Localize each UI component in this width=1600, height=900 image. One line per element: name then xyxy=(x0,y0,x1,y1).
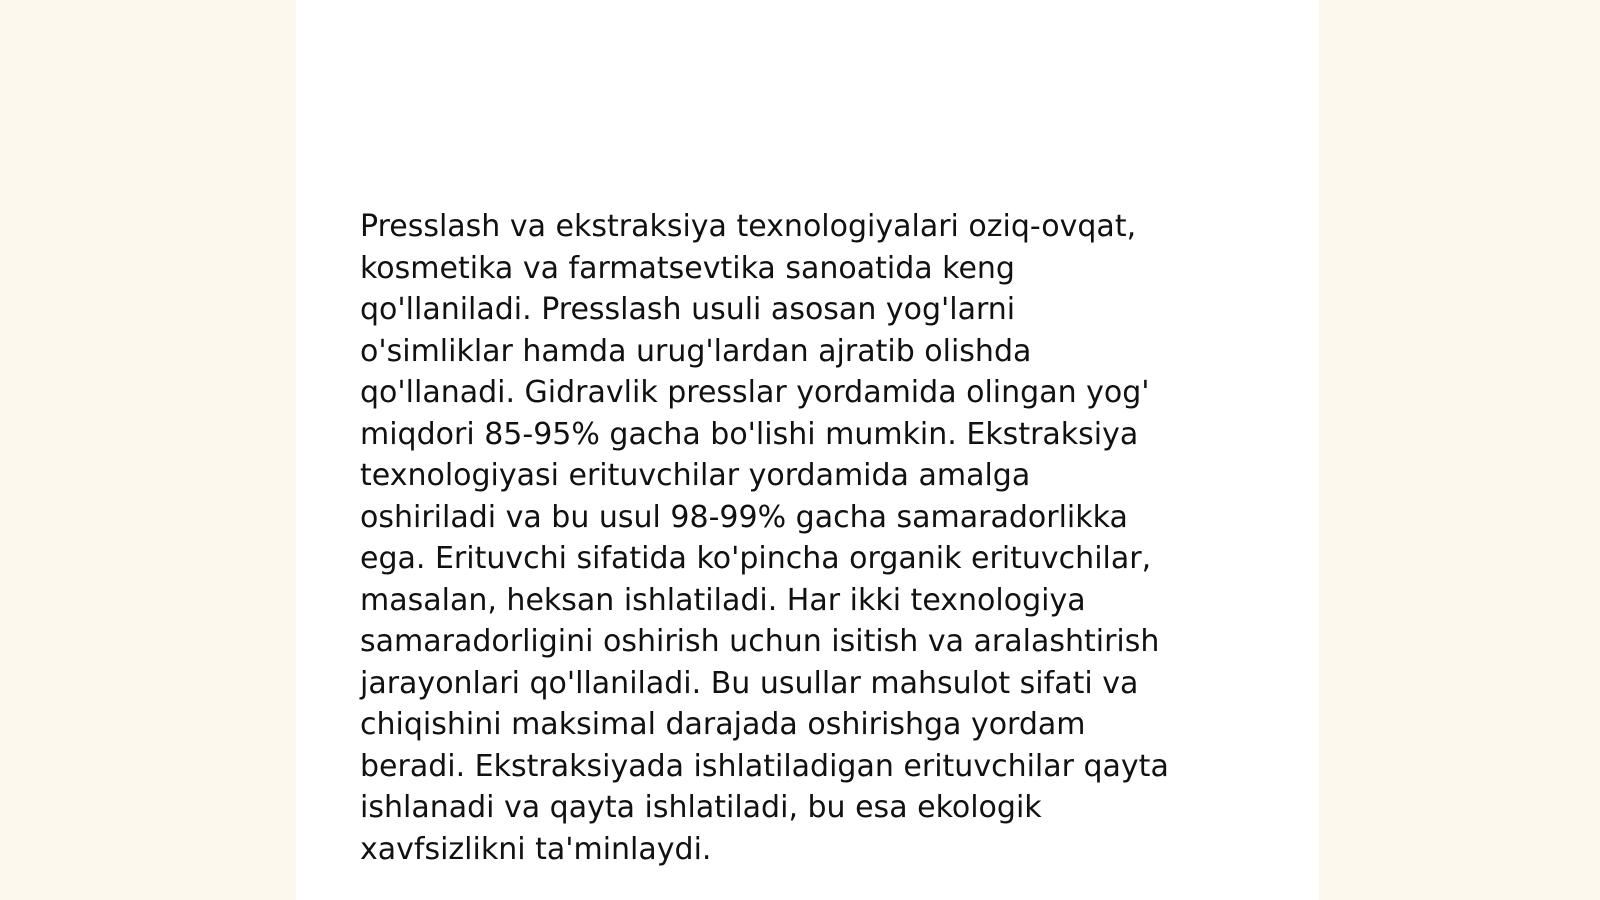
body-paragraph: Presslash va ekstraksiya texnologiyalari oziq-ovqat, kosmetika va farmatsevtika sanoatida keng qo'llaniladi. Presslash usuli asosan yog'larni o'simliklar hamda urug'lardan ajratib olishda qo'llanadi. Gidravlik presslar yordamida olingan yog' miqdori 85-95% gacha bo'lishi mumkin. Ekstraksiya texnologiyasi erituvchilar yordamida amalga oshiriladi va bu usul 98-99% gacha samaradorlikka ega. Erituvchi sifatida ko'pincha organik erituvchilar, masalan, heksan ishlatiladi. Har ikki texnologiya samaradorligini oshirish uchun isitish va aralashtirish jarayonlari qo'llaniladi. Bu usullar mahsulot sifati va chiqishini maksimal darajada oshirishga yordam beradi. Ekstraksiyada ishlatiladigan erituvchilar qayta ishlanadi va qayta ishlatiladi, bu esa ekologik xavfsizlikni ta'minlaydi. xyxy=(360,209,1169,867)
document-page xyxy=(296,0,1319,900)
